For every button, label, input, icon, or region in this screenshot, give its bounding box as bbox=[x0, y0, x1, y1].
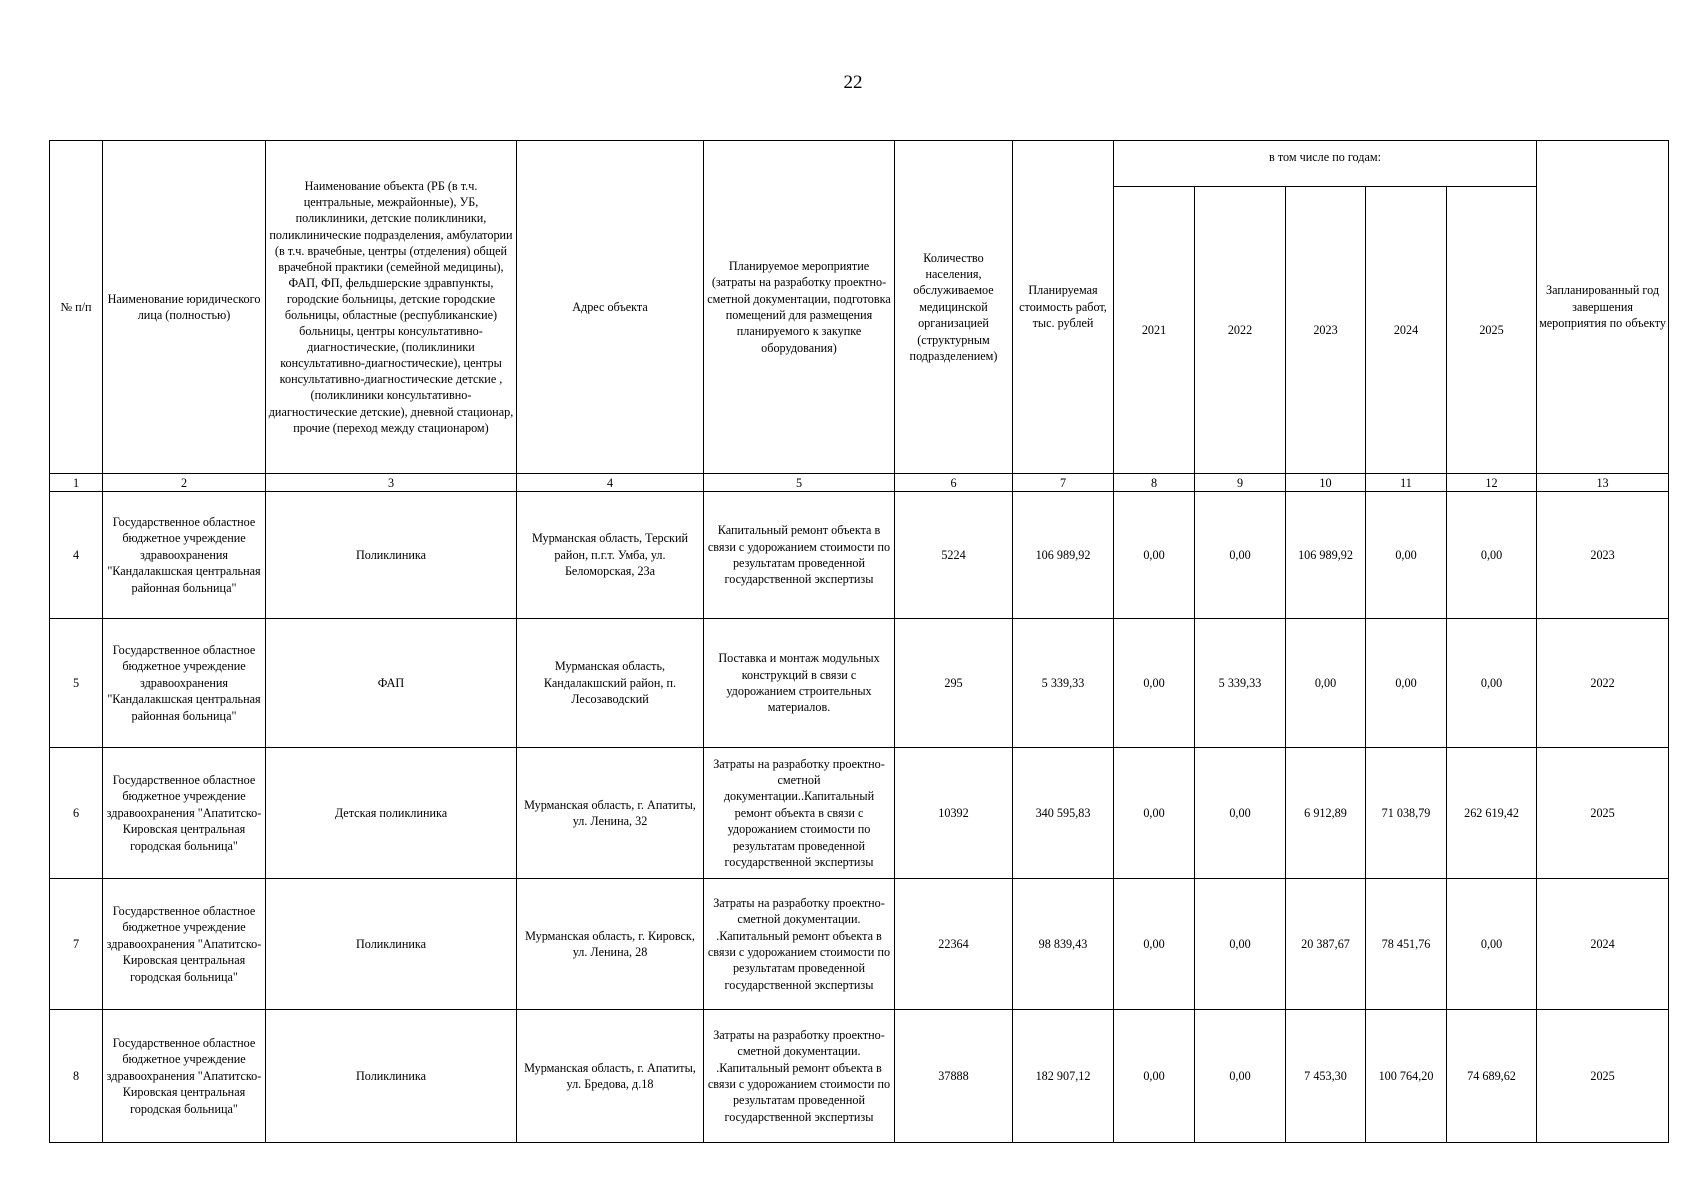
column-number: 6 bbox=[895, 474, 1013, 492]
column-number: 8 bbox=[1114, 474, 1195, 492]
cost-2024: 71 038,79 bbox=[1366, 748, 1447, 879]
cost-2021: 0,00 bbox=[1114, 879, 1195, 1010]
header-year-2023: 2023 bbox=[1286, 187, 1366, 474]
cost-2023: 7 453,30 bbox=[1286, 1010, 1366, 1143]
row-number: 5 bbox=[50, 619, 103, 748]
header-year-2024: 2024 bbox=[1366, 187, 1447, 474]
population-served: 5224 bbox=[895, 492, 1013, 619]
planned-activity: Поставка и монтаж модульных конструкций в связи с удорожанием строительных материалов. bbox=[704, 619, 895, 748]
completion-year: 2025 bbox=[1537, 748, 1669, 879]
object-address: Мурманская область, г. Апатиты, ул. Ленина, 32 bbox=[517, 748, 704, 879]
table-row bbox=[50, 748, 1669, 879]
cost-2022: 0,00 bbox=[1195, 492, 1286, 619]
header-year-2025: 2025 bbox=[1447, 187, 1537, 474]
cost-2021: 0,00 bbox=[1114, 619, 1195, 748]
table-row bbox=[50, 1010, 1669, 1143]
header-col-entity: Наименование юридического лица (полностью) bbox=[103, 141, 266, 474]
table-row bbox=[50, 492, 1669, 619]
cost-2025: 0,00 bbox=[1447, 619, 1537, 748]
row-number: 6 bbox=[50, 748, 103, 879]
cost-2023: 6 912,89 bbox=[1286, 748, 1366, 879]
entity-name: Государственное областное бюджетное учреждение здравоохранения "Кандалакшская центральная районная больница" bbox=[103, 619, 266, 748]
header-col-cost: Планируемая стоимость работ, тыс. рублей bbox=[1013, 141, 1114, 474]
header-col-object: Наименование объекта (РБ (в т.ч. центральные, межрайонные), УБ, поликлиники, детские поликлиники, поликлинические подразделения, амбулатории (в т.ч. врачебные, центры (отделения) общей врачебной практики (семейной медицины), ФАП, ФП, фельдшерские здравпункты, городские больницы, детские городские больницы, областные (республиканские) больницы, центры консультативно-диагностические, (поликлиники консультативно-диагностические), центры консультативно-диагностические детские , (поликлиники консультативно-диагностические детские), дневной стационар, прочие (переход между стационаром) bbox=[266, 141, 517, 474]
object-name: Поликлиника bbox=[266, 1010, 517, 1143]
population-served: 37888 bbox=[895, 1010, 1013, 1143]
object-address: Мурманская область, Терский район, п.г.т. Умба, ул. Беломорская, 23а bbox=[517, 492, 704, 619]
table-row bbox=[50, 879, 1669, 1010]
planned-cost: 106 989,92 bbox=[1013, 492, 1114, 619]
column-number: 10 bbox=[1286, 474, 1366, 492]
planned-activity: Капитальный ремонт объекта в связи с удорожанием стоимости по результатам проведенной государственной экспертизы bbox=[704, 492, 895, 619]
object-name: Детская поликлиника bbox=[266, 748, 517, 879]
planned-activity: Затраты на разработку проектно-сметной документации..Капитальный ремонт объекта в связи с удорожанием стоимости по результатам проведенной государственной экспертизы bbox=[704, 748, 895, 879]
column-number: 5 bbox=[704, 474, 895, 492]
cost-2025: 0,00 bbox=[1447, 879, 1537, 1010]
table-row bbox=[50, 619, 1669, 748]
cost-2024: 0,00 bbox=[1366, 492, 1447, 619]
completion-year: 2023 bbox=[1537, 492, 1669, 619]
cost-2021: 0,00 bbox=[1114, 748, 1195, 879]
cost-2023: 106 989,92 bbox=[1286, 492, 1366, 619]
object-address: Мурманская область, г. Апатиты, ул. Бредова, д.18 bbox=[517, 1010, 704, 1143]
entity-name: Государственное областное бюджетное учреждение здравоохранения "Апатитско-Кировская центральная городская больница" bbox=[103, 879, 266, 1010]
cost-2022: 0,00 bbox=[1195, 1010, 1286, 1143]
column-number: 11 bbox=[1366, 474, 1447, 492]
header-col-activity: Планируемое мероприятие (затраты на разработку проектно-сметной документации, подготовка помещений для размещения планируемого к закупке оборудования) bbox=[704, 141, 895, 474]
header-year-2021: 2021 bbox=[1114, 187, 1195, 474]
row-number: 8 bbox=[50, 1010, 103, 1143]
column-numbers-row bbox=[50, 474, 1669, 492]
cost-2025: 0,00 bbox=[1447, 492, 1537, 619]
cost-2023: 0,00 bbox=[1286, 619, 1366, 748]
cost-2022: 0,00 bbox=[1195, 748, 1286, 879]
object-name: Поликлиника bbox=[266, 879, 517, 1010]
object-address: Мурманская область, Кандалакшский район, п. Лесозаводский bbox=[517, 619, 704, 748]
column-number: 7 bbox=[1013, 474, 1114, 492]
population-served: 10392 bbox=[895, 748, 1013, 879]
header-year-2022: 2022 bbox=[1195, 187, 1286, 474]
header-col-number: № п/п bbox=[50, 141, 103, 474]
object-name: Поликлиника bbox=[266, 492, 517, 619]
header-years-group: в том числе по годам: bbox=[1114, 141, 1537, 187]
column-number: 2 bbox=[103, 474, 266, 492]
planned-cost: 98 839,43 bbox=[1013, 879, 1114, 1010]
completion-year: 2025 bbox=[1537, 1010, 1669, 1143]
completion-year: 2022 bbox=[1537, 619, 1669, 748]
entity-name: Государственное областное бюджетное учреждение здравоохранения "Кандалакшская центральная районная больница" bbox=[103, 492, 266, 619]
planned-cost: 182 907,12 bbox=[1013, 1010, 1114, 1143]
column-number: 9 bbox=[1195, 474, 1286, 492]
population-served: 22364 bbox=[895, 879, 1013, 1010]
row-number: 7 bbox=[50, 879, 103, 1010]
planned-activity: Затраты на разработку проектно-сметной документации. .Капитальный ремонт объекта в связи с удорожанием стоимости по результатам проведенной государственной экспертизы bbox=[704, 1010, 895, 1143]
header-col-address: Адрес объекта bbox=[517, 141, 704, 474]
investment-table bbox=[49, 140, 1669, 1143]
cost-2021: 0,00 bbox=[1114, 1010, 1195, 1143]
cost-2024: 0,00 bbox=[1366, 619, 1447, 748]
column-number: 12 bbox=[1447, 474, 1537, 492]
page-number: 22 bbox=[843, 72, 863, 93]
object-address: Мурманская область, г. Кировск, ул. Ленина, 28 bbox=[517, 879, 704, 1010]
planned-cost: 340 595,83 bbox=[1013, 748, 1114, 879]
cost-2022: 0,00 bbox=[1195, 879, 1286, 1010]
cost-2024: 78 451,76 bbox=[1366, 879, 1447, 1010]
planned-cost: 5 339,33 bbox=[1013, 619, 1114, 748]
cost-2021: 0,00 bbox=[1114, 492, 1195, 619]
population-served: 295 bbox=[895, 619, 1013, 748]
column-number: 13 bbox=[1537, 474, 1669, 492]
planned-activity: Затраты на разработку проектно-сметной документации. .Капитальный ремонт объекта в связи с удорожанием стоимости по результатам проведенной государственной экспертизы bbox=[704, 879, 895, 1010]
cost-2023: 20 387,67 bbox=[1286, 879, 1366, 1010]
object-name: ФАП bbox=[266, 619, 517, 748]
row-number: 4 bbox=[50, 492, 103, 619]
cost-2025: 74 689,62 bbox=[1447, 1010, 1537, 1143]
header-col-population: Количество населения, обслуживаемое медицинской организацией (структурным подразделением) bbox=[895, 141, 1013, 474]
cost-2024: 100 764,20 bbox=[1366, 1010, 1447, 1143]
column-number: 3 bbox=[266, 474, 517, 492]
entity-name: Государственное областное бюджетное учреждение здравоохранения "Апатитско-Кировская центральная городская больница" bbox=[103, 1010, 266, 1143]
completion-year: 2024 bbox=[1537, 879, 1669, 1010]
header-col-completion: Запланированный год завершения мероприятия по объекту bbox=[1537, 141, 1669, 474]
entity-name: Государственное областное бюджетное учреждение здравоохранения "Апатитско-Кировская центральная городская больница" bbox=[103, 748, 266, 879]
cost-2025: 262 619,42 bbox=[1447, 748, 1537, 879]
column-number: 1 bbox=[50, 474, 103, 492]
column-number: 4 bbox=[517, 474, 704, 492]
header-row-top bbox=[50, 141, 1669, 187]
cost-2022: 5 339,33 bbox=[1195, 619, 1286, 748]
